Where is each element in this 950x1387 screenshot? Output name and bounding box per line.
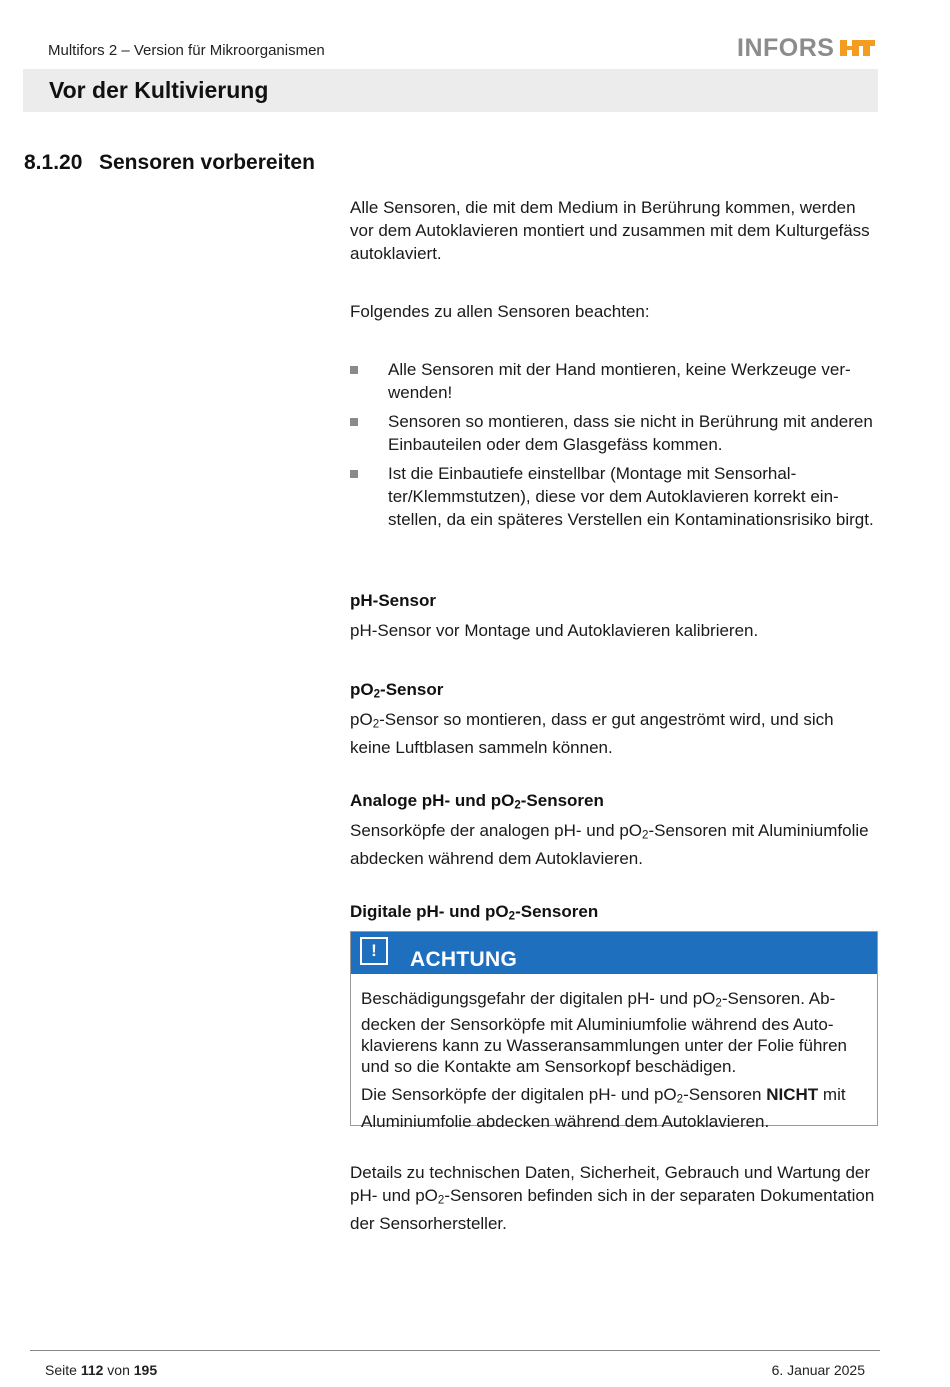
analog-sensors-heading — [350, 791, 604, 811]
footer-date: 6. Januar 2025 — [771, 1362, 865, 1378]
analog-heading-part: -Sensoren — [520, 791, 604, 810]
details-paragraph — [350, 1161, 878, 1235]
note-lead-text: Folgendes zu allen Sensoren beachten: — [350, 302, 650, 321]
notice-text-part: mit Aluminiumfolie abdecken während dem Autoklavieren. — [361, 1085, 846, 1131]
analog-heading-part: Analoge pH- und pO — [350, 791, 515, 810]
notice-text-part: -Sensoren — [683, 1085, 767, 1105]
details-text-part: Details zu technischen Daten, Sicherheit, Gebrauch und Wartung der pH- und pO — [350, 1163, 871, 1205]
infors-ht-logo — [737, 34, 876, 62]
list-item — [350, 462, 878, 531]
notice-text-part: Die Sensorköpfe der digitalen pH- und pO — [361, 1085, 677, 1105]
digital-heading-subscript: 2 — [508, 910, 516, 923]
sensor-bullet-list — [350, 358, 878, 537]
notice-subscript: 2 — [676, 1093, 684, 1106]
digital-heading-part: -Sensoren — [515, 902, 599, 921]
po2-heading-part: -Sensor — [380, 680, 444, 699]
document-header-title: Multifors 2 – Version für Mikroorganismen — [48, 42, 325, 59]
analog-text-part: Sensorköpfe der analogen pH- und pO — [350, 821, 643, 840]
section-heading — [24, 151, 315, 175]
page-mid: von — [103, 1362, 134, 1378]
section-title: Sensoren vorbereiten — [99, 151, 315, 174]
notice-emphasis: NICHT — [766, 1085, 819, 1105]
list-item — [350, 410, 878, 456]
digital-heading-part: Digitale pH- und pO — [350, 902, 509, 921]
section-number: 8.1.20 — [24, 151, 83, 174]
footer-divider — [30, 1350, 880, 1351]
bullet-square-icon — [350, 366, 358, 374]
po2-heading-part: pO — [350, 680, 374, 699]
intro-text: Alle Sensoren, die mit dem Medium in Berührung kommen, werden vor dem Autoklavieren montiert und zusammen mit dem Kulturgefäss autoklaviert. — [350, 198, 870, 263]
digital-sensors-heading — [350, 902, 598, 922]
page-current: 112 — [80, 1362, 104, 1378]
notice-text-part: Beschädigungsgefahr der digitalen pH- und pO — [361, 989, 716, 1008]
chapter-title-bar — [23, 69, 878, 112]
logo-brand-text: INFORS — [737, 33, 835, 62]
analog-sensors-text — [350, 819, 878, 870]
ht-logo-mark-icon — [838, 37, 876, 59]
list-item — [350, 358, 878, 404]
caution-notice-box — [350, 931, 878, 1131]
page-prefix: Seite — [45, 1362, 81, 1378]
po2-heading-subscript: 2 — [373, 688, 381, 701]
note-lead-paragraph — [350, 300, 878, 323]
details-subscript: 2 — [437, 1194, 445, 1207]
page-total: 195 — [133, 1362, 158, 1378]
details-text-part: -Sensoren befinden sich in der separaten Dokumentation der Sensorhersteller. — [350, 1186, 875, 1234]
ph-sensor-heading: pH-Sensor — [350, 591, 436, 610]
analog-sensors-paragraph — [350, 819, 878, 870]
po2-sensor-text — [350, 708, 878, 759]
po2-text-subscript: 2 — [372, 718, 380, 731]
caution-notice-body — [351, 974, 877, 1132]
po2-sensor-paragraph — [350, 708, 878, 759]
po2-text-part: pO — [350, 710, 373, 729]
analog-heading-subscript: 2 — [514, 799, 521, 812]
po2-text-part: -Sensor so montieren, dass er gut angeströmt wird, und sich keine Luftblasen sammeln können. — [350, 710, 834, 758]
bullet-square-icon — [350, 470, 358, 478]
caution-notice-instruction — [361, 1084, 867, 1131]
details-text — [350, 1161, 878, 1235]
caution-notice-paragraph — [361, 988, 867, 1077]
notice-text-part: -Sensoren. Abdecken der Sensorköpfe mit Aluminiumfolie während des Autoklavierens kann zu Wasseransammlungen unter der Folie führen und so die Kontakte am Sensorkopf beschädigen. — [361, 989, 848, 1077]
analog-text-subscript: 2 — [642, 829, 649, 842]
intro-paragraph — [350, 196, 878, 265]
po2-sensor-heading — [350, 680, 443, 700]
exclamation-warning-icon: ! — [360, 937, 388, 965]
caution-notice-header — [351, 932, 877, 974]
notice-subscript: 2 — [715, 997, 722, 1010]
caution-notice-title: ACHTUNG — [410, 948, 518, 971]
list-item-text: Sensoren so montieren, dass sie nicht in Berührung mit anderen Einbauteilen oder dem Glasgefäss kommen. — [388, 412, 873, 454]
ph-sensor-paragraph — [350, 619, 878, 642]
list-item-text: Ist die Einbautiefe einstellbar (Montage mit Sensorhalter/Klemmstutzen), diese vor dem Autoklavieren korrekt einstellen, da ein späteres Verstellen ein Kontaminationsrisiko birgt. — [388, 464, 874, 529]
page-number — [45, 1362, 157, 1378]
analog-text-part: -Sensoren mit Aluminiumfolie abdecken während dem Autoklavieren. — [350, 821, 869, 869]
ph-sensor-text: pH-Sensor vor Montage und Autoklavieren kalibrieren. — [350, 621, 759, 640]
list-item-text: Alle Sensoren mit der Hand montieren, keine Werkzeuge verwenden! — [388, 360, 851, 402]
chapter-title: Vor der Kultivierung — [49, 77, 269, 103]
bullet-square-icon — [350, 418, 358, 426]
